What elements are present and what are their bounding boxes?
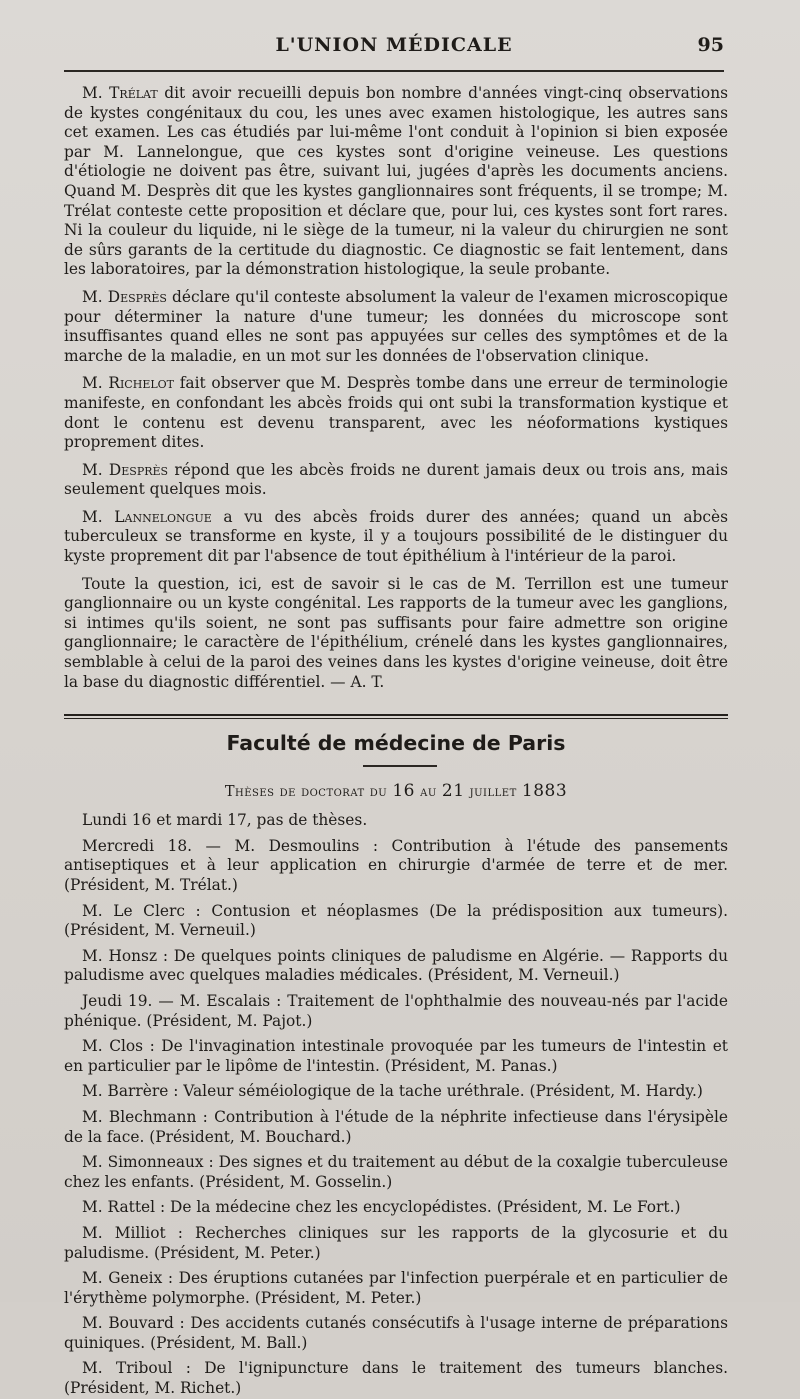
theses-day2: 21: [441, 781, 465, 802]
paragraph-text: Toute la question, ici, est de savoir si le cas de M. Terrillon est une tumeur ganglionnaire ou un kyste congénital. Les rapports de la tumeur avec les ganglions, si intimes qu'ils soient, ne sont pas suffisants pour faire admettre son origine ganglionnaire; le caractère de l'épithélium, crénelé dans les kystes ganglionnaires, semblable à celui de la paroi des veines dans les kystes d'origine veineuse, doit être la base du diagnostic différentiel. — A. T.: [64, 574, 728, 691]
speaker: M. Richelot: [82, 374, 175, 393]
list-item: M. Geneix : Des éruptions cutanées par l'infection puerpérale et en particulier de l'érythème polymorphe. (Président, M. Peter.): [64, 1269, 728, 1307]
paragraph: [64, 288, 728, 366]
paragraph: [64, 84, 728, 280]
page-number: 95: [697, 34, 724, 56]
page-header: [64, 28, 724, 62]
speaker: M. Desprès: [82, 287, 167, 306]
short-rule: [363, 765, 437, 767]
paragraph: [64, 461, 728, 500]
speaker: M. Lannelongue: [82, 507, 212, 526]
theses-month: juillet: [469, 784, 517, 801]
list-item: M. Clos : De l'invagination intestinale provoquée par les tumeurs de l'intestin et en particulier par le lipôme de l'intestin. (Président, M. Panas.): [64, 1037, 728, 1075]
header-rule: [64, 70, 724, 72]
list-item: Lundi 16 et mardi 17, pas de thèses.: [82, 811, 368, 830]
list-item: Jeudi 19. — M. Escalais : Traitement de l'ophthalmie des nouveau-nés par l'acide phénique. (Président, M. Pajot.): [64, 991, 728, 1030]
paragraph: [64, 508, 728, 567]
list-item: M. Bouvard : Des accidents cutanés consécutifs à l'usage interne de préparations quiniques. (Président, M. Ball.): [64, 1314, 728, 1352]
speaker: M. Trélat: [82, 84, 158, 102]
section-divider: [64, 714, 728, 719]
paragraph: [64, 575, 728, 693]
running-title: L'UNION MÉDICALE: [275, 34, 513, 56]
theses-au: au: [420, 784, 437, 801]
section-title: Faculté de médecine de Paris: [226, 731, 566, 756]
paragraph-text: répond que les abcès froids ne durent jamais deux ou trois ans, mais seulement quelques mois.: [64, 460, 729, 499]
list-item: Mercredi 18. — M. Desmoulins : Contribution à l'étude des pansements antiseptiques et à leur application en chirurgie d'armée de terre et de mer. (Président, M. Trélat.): [64, 836, 728, 894]
list-item: M. Le Clerc : Contusion et néoplasmes (De la prédisposition aux tumeurs). (Président, M. Verneuil.): [64, 901, 728, 940]
divider-thick: [64, 714, 728, 716]
list-item: M. Rattel : De la médecine chez les encyclopédistes. (Président, M. Le Fort.): [82, 1198, 681, 1217]
list-item: M. Milliot : Recherches cliniques sur les rapports de la glycosurie et du paludisme. (Président, M. Peter.): [64, 1223, 728, 1262]
list-item: M. Blechmann : Contribution à l'étude de la néphrite infectieuse dans l'érysipèle de la face. (Président, M. Bouchard.): [64, 1107, 728, 1146]
list-item: M. Barrère : Valeur séméiologique de la tache uréthrale. (Président, M. Hardy.): [82, 1082, 703, 1101]
list-item: M. Honsz : De quelques points cliniques de paludisme en Algérie. — Rapports du paludisme avec quelques maladies médicales. (Président, M. Verneuil.): [64, 946, 728, 985]
theses-list: [64, 811, 728, 1398]
paragraph-text: dit avoir recueilli depuis bon nombre d'années vingt-cinq observations de kystes congénitaux du cou, les unes avec examen histologique, les autres sans cet examen. Les cas étudiés par lui-même l'ont conduit à l'opinion si bien exposée par M. Lannelongue, que ces kystes sont d'origine veineuse. Les questions d'étiologie ne doivent pas être, suivant lui, jugées d'après les documents anciens. Quand M. Desprès dit que les kystes ganglionnaires sont fréquents, il se trompe; M. Trélat conteste cette proposition et déclare que, pour lui, ces kystes sont fort rares. Ni la couleur du liquide, ni le siège de la tumeur, ni la valeur du chirurgien ne sont de sûrs garants de la certitude du diagnostic. Ce diagnostic se fait lentement, dans les laboratoires, par la démonstration histologique, la seule probante.: [64, 84, 729, 279]
speaker: M. Desprès: [82, 460, 169, 479]
theses-prefix: Thèses de doctorat du: [224, 784, 388, 801]
divider-thin: [64, 718, 728, 719]
list-item: M. Simonneaux : Des signes et du traitement au début de la coxalgie tuberculeuse chez les enfants. (Président, M. Gosselin.): [64, 1153, 728, 1191]
paragraph: [64, 374, 728, 452]
paragraph-text: fait observer que M. Desprès tombe dans une erreur de terminologie manifeste, en confondant les abcès froids qui ont subi la transformation kystique et dont le contenu est devenu transparent, avec les néoformations kystiques proprement dites.: [64, 374, 728, 452]
theses-year: 1883: [521, 781, 568, 802]
body-text: [64, 84, 728, 692]
list-item: M. Triboul : De l'ignipuncture dans le traitement des tumeurs blanches. (Président, M. Richet.): [64, 1359, 728, 1398]
theses-title: [64, 781, 728, 801]
paragraph-text: a vu des abcès froids durer des années; quand un abcès tuberculeux se transforme en kyste, il y a toujours possibilité de le distinguer du kyste proprement dit par l'absence de tout épithélium à l'intérieur de la paroi.: [64, 507, 729, 566]
paragraph-text: déclare qu'il conteste absolument la valeur de l'examen microscopique pour déterminer la nature d'une tumeur; les données du microscope sont insuffisantes quand elles ne sont pas appuyées sur celles des symptômes et de la marche de la maladie, en un mot sur les données de l'observation clinique.: [64, 287, 728, 365]
theses-day1: 16: [392, 781, 415, 802]
